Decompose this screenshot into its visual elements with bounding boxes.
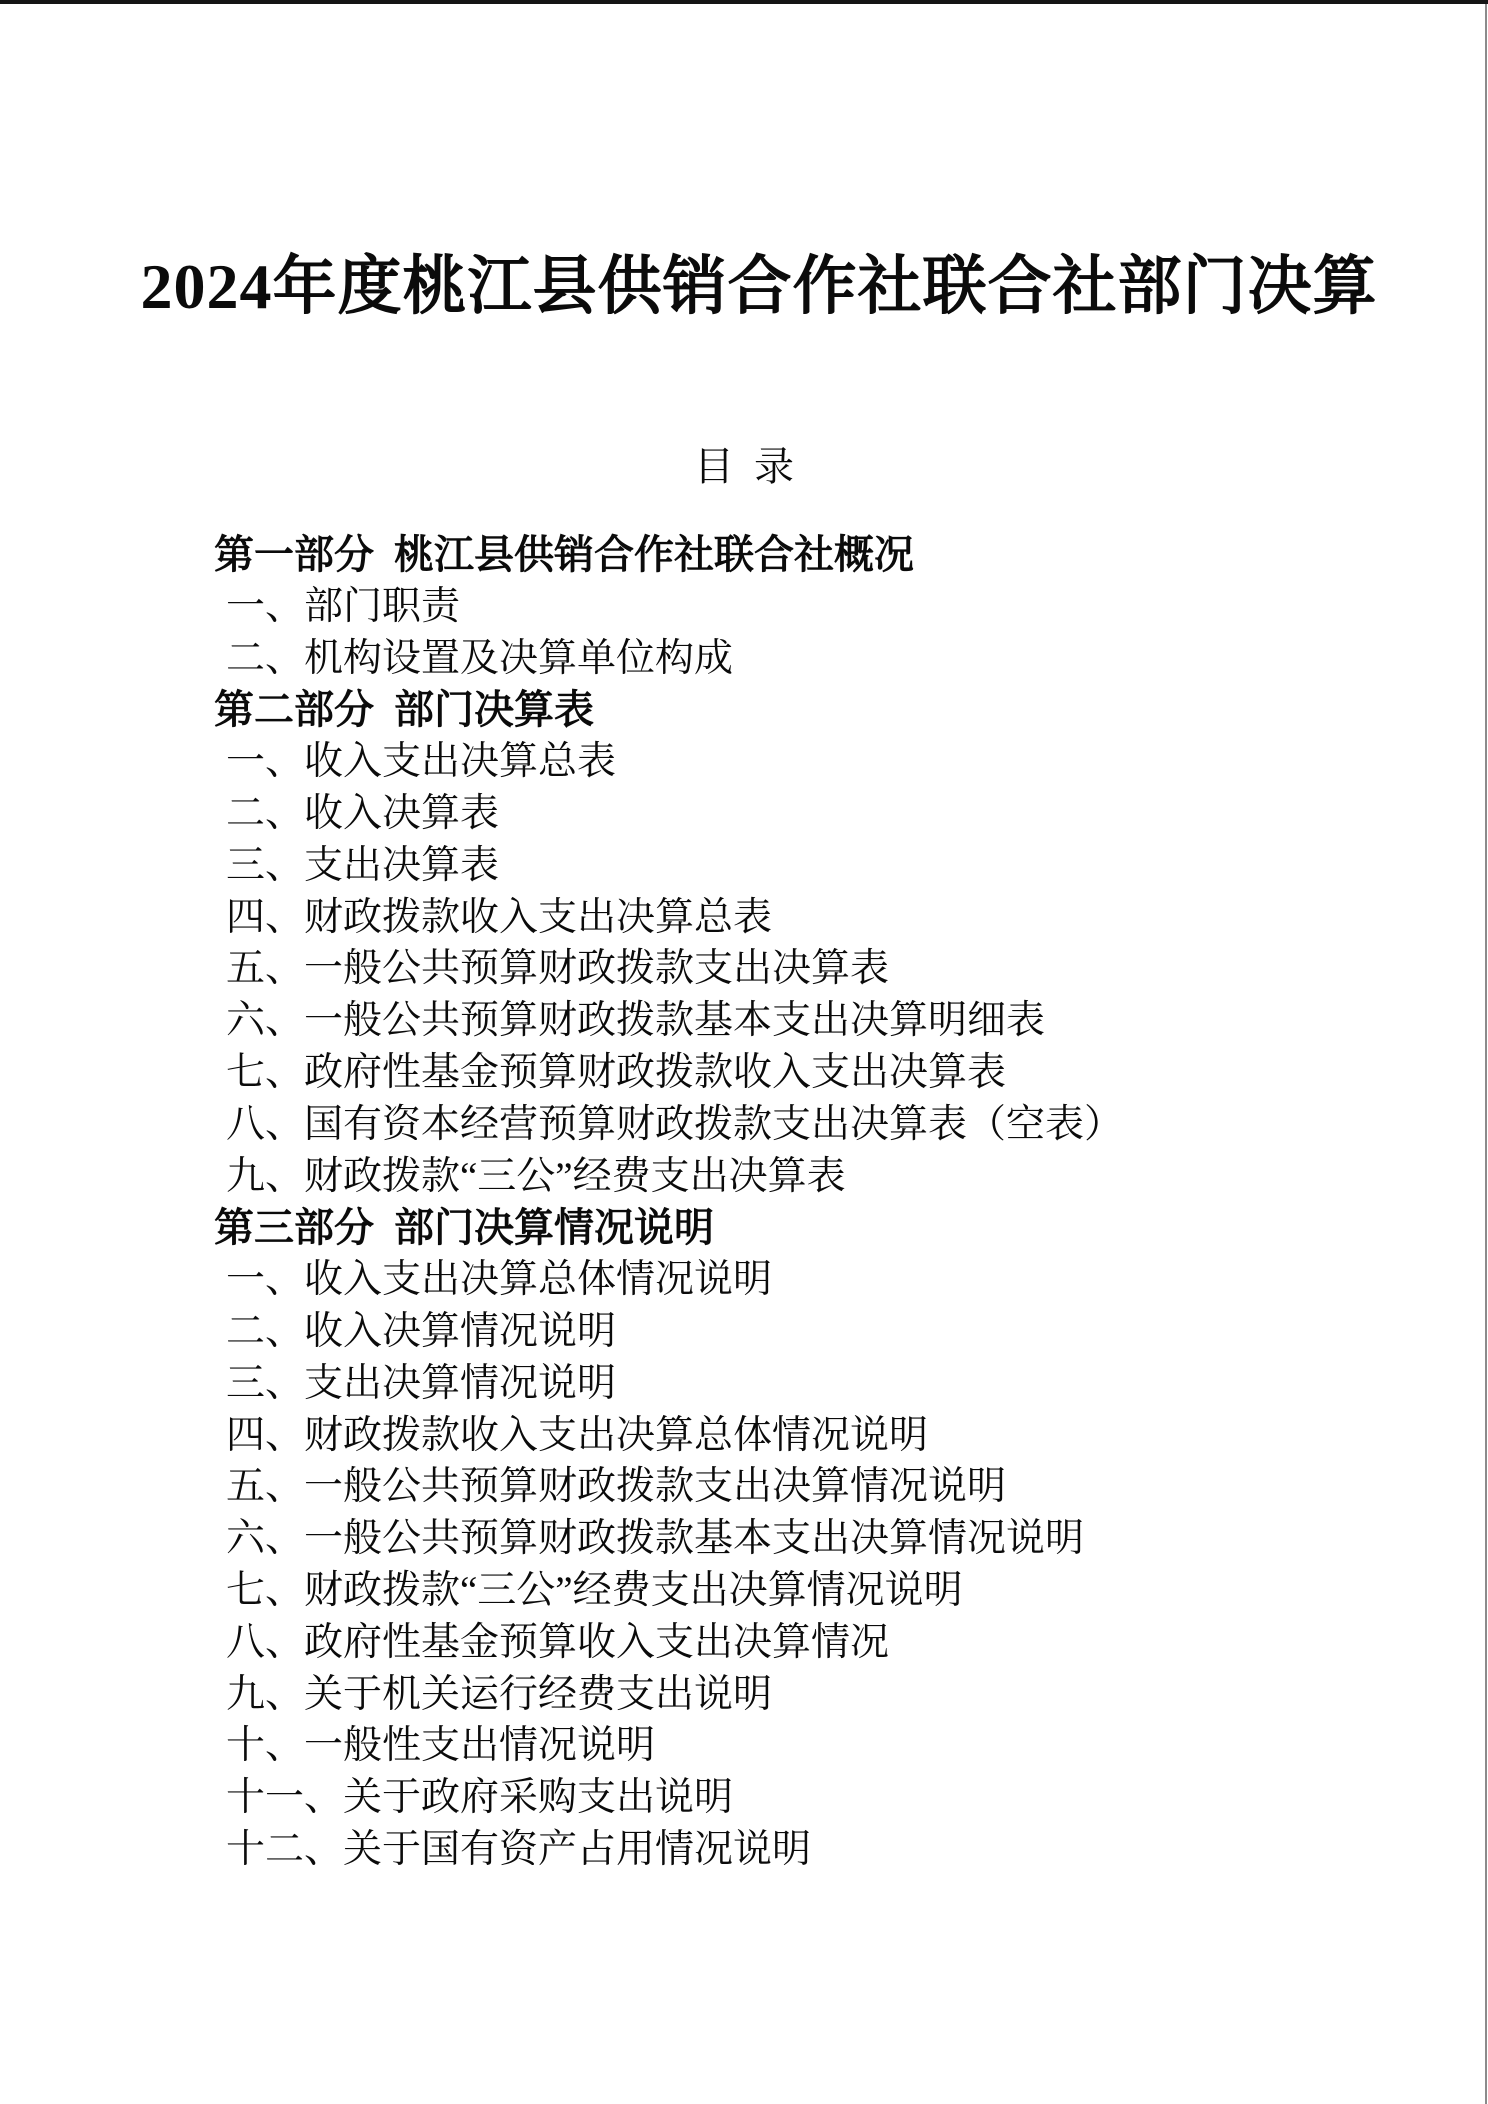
toc-item: 一、部门职责 xyxy=(226,584,461,628)
toc-item: 八、政府性基金预算收入支出决算情况 xyxy=(226,1620,890,1664)
document-title: 2024年度桃江县供销合作社联合社部门决算 xyxy=(140,251,1378,322)
toc-item: 六、一般公共预算财政拨款基本支出决算明细表 xyxy=(226,999,1046,1043)
toc-item: 二、收入决算表 xyxy=(226,791,500,835)
toc-item: 六、一般公共预算财政拨款基本支出决算情况说明 xyxy=(226,1517,1085,1561)
toc-item: 七、政府性基金预算财政拨款收入支出决算表 xyxy=(226,1050,1007,1094)
toc-list xyxy=(0,529,1488,1876)
toc-item: 三、支出决算情况说明 xyxy=(226,1361,617,1405)
toc-item: 二、机构设置及决算单位构成 xyxy=(226,636,734,680)
toc-section-heading: 第一部分 桃江县供销合作社联合社概况 xyxy=(214,532,914,577)
toc-item: 四、财政拨款收入支出决算总体情况说明 xyxy=(226,1413,929,1457)
toc-item: 三、支出决算表 xyxy=(226,843,500,887)
toc-item: 十、一般性支出情况说明 xyxy=(226,1724,656,1768)
toc-item: 二、收入决算情况说明 xyxy=(226,1309,617,1353)
toc-item: 十一、关于政府采购支出说明 xyxy=(226,1776,734,1820)
toc-section-heading: 第二部分 部门决算表 xyxy=(214,687,594,733)
toc-item: 八、国有资本经营预算财政拨款支出决算表（空表） xyxy=(226,1102,1124,1146)
toc-section-heading: 第三部分 部门决算情况说明 xyxy=(214,1205,714,1251)
toc-item: 一、收入支出决算总表 xyxy=(226,740,617,784)
toc-item: 五、一般公共预算财政拨款支出决算情况说明 xyxy=(226,1465,1007,1509)
toc-item: 七、财政拨款“三公”经费支出决算情况说明 xyxy=(226,1568,963,1612)
toc-item: 五、一般公共预算财政拨款支出决算表 xyxy=(226,947,890,991)
toc-item: 九、财政拨款“三公”经费支出决算表 xyxy=(226,1154,846,1198)
top-edge-bar xyxy=(0,0,1488,4)
toc-heading: 目 录 xyxy=(694,444,794,489)
toc-item: 四、财政拨款收入支出决算总表 xyxy=(226,895,773,939)
toc-item: 一、收入支出决算总体情况说明 xyxy=(226,1258,773,1302)
toc-item: 九、关于机关运行经费支出说明 xyxy=(226,1672,773,1716)
toc-item: 十二、关于国有资产占用情况说明 xyxy=(226,1827,812,1871)
